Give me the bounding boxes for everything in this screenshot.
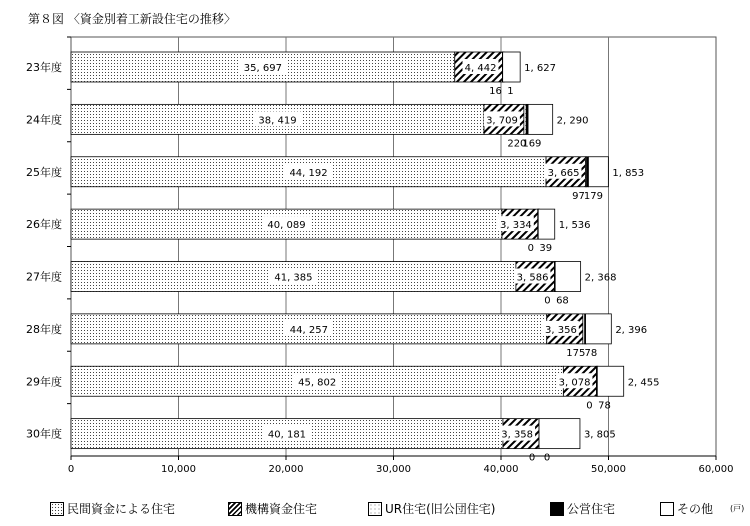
value-label: 3, 665 bbox=[547, 167, 580, 179]
value-label: 3, 805 bbox=[583, 429, 616, 441]
value-label: 41, 385 bbox=[274, 272, 313, 284]
category-label: 23年度 bbox=[26, 61, 62, 74]
legend-label: 機構資金住宅 bbox=[245, 502, 318, 516]
value-label: 78 bbox=[584, 347, 598, 359]
bar-segment bbox=[503, 52, 520, 82]
value-label: 2, 368 bbox=[584, 272, 617, 284]
value-label: 3, 709 bbox=[486, 115, 518, 127]
value-label: 3, 078 bbox=[558, 377, 591, 389]
value-label: 78 bbox=[598, 400, 611, 412]
value-label: 220 bbox=[507, 138, 527, 150]
bar-segment bbox=[539, 419, 580, 449]
bar-segment bbox=[538, 209, 555, 239]
category-label: 25年度 bbox=[26, 165, 62, 179]
value-label: 40, 181 bbox=[267, 429, 307, 441]
value-label: 0 bbox=[527, 243, 534, 255]
value-label: 68 bbox=[556, 295, 569, 307]
legend-item bbox=[228, 500, 317, 517]
legend-label: その他 bbox=[677, 502, 714, 516]
value-label: 16 bbox=[489, 86, 502, 97]
value-label: 175 bbox=[566, 347, 586, 359]
value-label: 35, 697 bbox=[243, 63, 282, 74]
value-label: 0 bbox=[528, 452, 536, 464]
x-tick-label: 0 bbox=[67, 464, 75, 475]
legend-swatch bbox=[550, 502, 564, 516]
value-label: 3, 334 bbox=[499, 220, 532, 232]
category-label: 29年度 bbox=[26, 375, 62, 389]
value-label: 0 bbox=[543, 452, 551, 464]
bar-segment bbox=[528, 104, 553, 134]
legend-item bbox=[50, 500, 175, 517]
value-label: 4, 442 bbox=[464, 63, 497, 74]
value-label: 3, 356 bbox=[545, 324, 577, 336]
legend-label: 民間資金による住宅 bbox=[67, 502, 176, 516]
bar-segment bbox=[588, 157, 608, 187]
value-label: 40, 089 bbox=[267, 220, 306, 232]
x-tick-label: 20,000 bbox=[268, 464, 304, 475]
axis-layer bbox=[26, 37, 734, 475]
value-label: 44, 257 bbox=[289, 324, 328, 336]
value-label: 97 bbox=[572, 190, 585, 202]
legend-label: 公営住宅 bbox=[567, 502, 616, 516]
value-label: 45, 802 bbox=[298, 377, 337, 389]
value-label: 2, 290 bbox=[556, 115, 589, 127]
x-tick-label: 50,000 bbox=[591, 464, 626, 475]
bar-segment bbox=[555, 262, 580, 292]
legend-label: UR住宅(旧公団住宅) bbox=[385, 502, 496, 516]
category-label: 27年度 bbox=[26, 270, 62, 284]
x-tick-label: 40,000 bbox=[483, 464, 519, 475]
unit-label: (戸) bbox=[730, 504, 745, 513]
legend-swatch bbox=[50, 502, 64, 516]
legend-swatch bbox=[660, 502, 674, 516]
x-tick-label: 30,000 bbox=[376, 464, 411, 475]
legend-item bbox=[550, 500, 615, 517]
category-label: 24年度 bbox=[26, 113, 62, 127]
value-label: 1, 536 bbox=[558, 220, 591, 232]
value-label: 1, 627 bbox=[524, 63, 556, 74]
legend bbox=[50, 500, 750, 522]
x-tick-label: 10,000 bbox=[161, 464, 196, 475]
x-tick-label: 60,000 bbox=[698, 464, 734, 475]
bar-segment bbox=[597, 366, 623, 396]
category-label: 30年度 bbox=[26, 427, 62, 441]
value-label: 1 bbox=[507, 86, 514, 97]
value-label: 3, 586 bbox=[516, 272, 549, 284]
value-label: 3, 358 bbox=[501, 429, 534, 441]
value-label: 38, 419 bbox=[258, 115, 297, 127]
value-label: 0 bbox=[544, 295, 551, 307]
bar-segment bbox=[586, 314, 612, 344]
value-label: 2, 455 bbox=[627, 377, 660, 389]
legend-item bbox=[368, 500, 496, 517]
legend-item bbox=[660, 500, 713, 517]
value-label: 1, 853 bbox=[612, 167, 645, 179]
value-label: 44, 192 bbox=[289, 167, 328, 179]
legend-swatch bbox=[228, 502, 242, 516]
value-label: 179 bbox=[583, 190, 604, 202]
value-label: 169 bbox=[522, 138, 542, 150]
value-label: 2, 396 bbox=[615, 324, 648, 336]
value-label: 0 bbox=[586, 400, 593, 412]
value-label: 39 bbox=[539, 243, 553, 255]
legend-swatch bbox=[368, 502, 382, 516]
category-label: 28年度 bbox=[26, 322, 62, 336]
category-label: 26年度 bbox=[26, 218, 62, 232]
chart-title: 第８図 〈資金別着工新設住宅の推移〉 bbox=[28, 12, 236, 26]
